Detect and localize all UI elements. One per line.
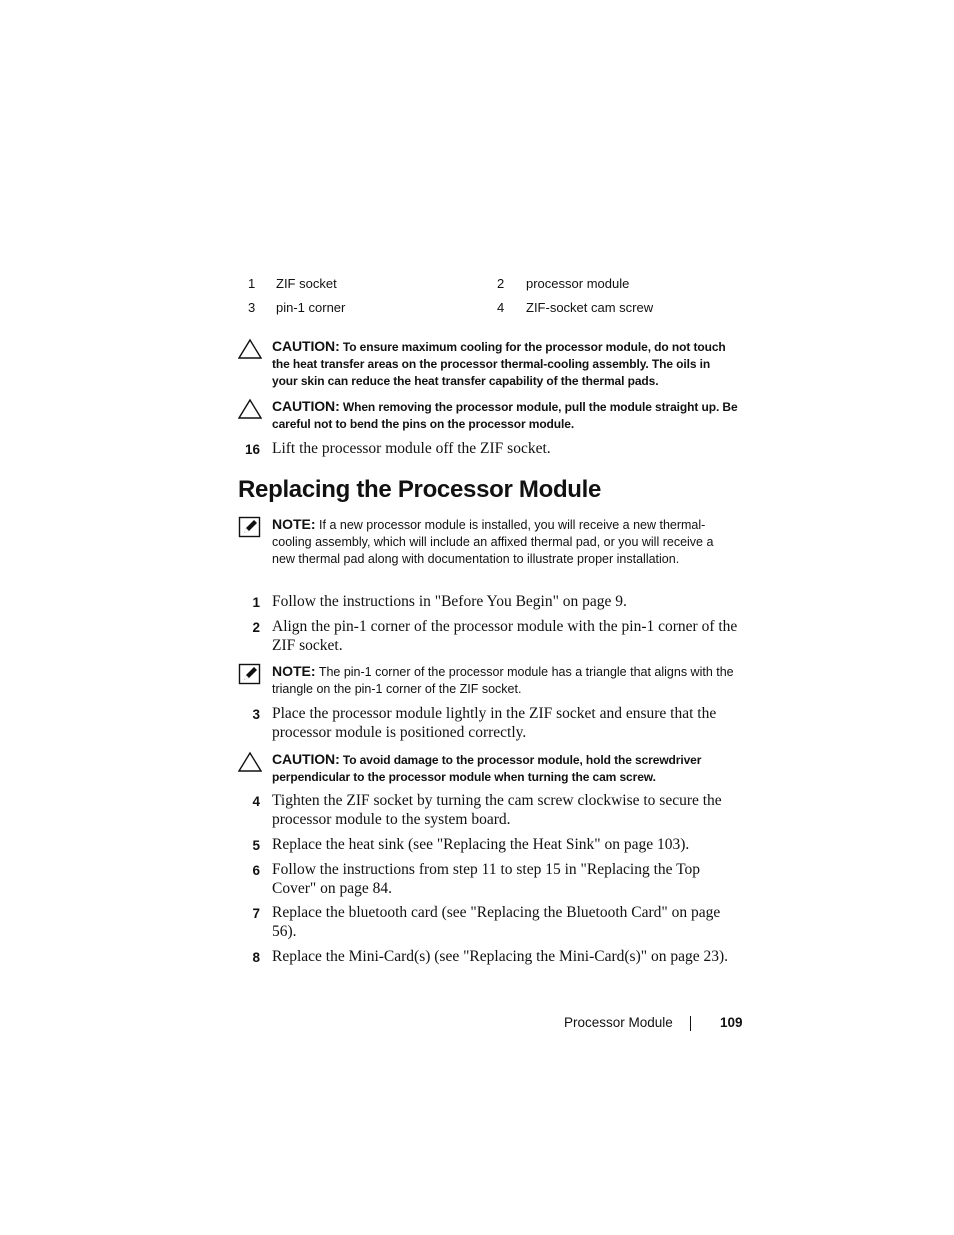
step-number: 7: [252, 906, 260, 921]
step-item: [238, 860, 738, 898]
step-text: Lift the processor module off the ZIF socket.: [272, 440, 551, 457]
caution-block: [238, 338, 738, 390]
legend-number: 1: [248, 276, 256, 291]
section-heading: Replacing the Processor Module: [238, 476, 602, 503]
caution-message: To avoid damage to the processor module, hold the screwdriver perpendicular to the processor module when turning the cam screw.: [272, 753, 702, 784]
note-message: The pin-1 corner of the processor module has a triangle that aligns with the triangle on the pin-1 corner of the ZIF socket.: [272, 665, 734, 696]
caution-block: [238, 398, 738, 433]
step-item: [238, 617, 738, 655]
step-item: [238, 947, 738, 966]
legend-text: ZIF socket: [276, 276, 337, 291]
note-label: NOTE:: [272, 663, 316, 679]
step-text: Replace the Mini-Card(s) (see "Replacing the Mini-Card(s)" on page 23).: [272, 948, 728, 965]
caution-message: When removing the processor module, pull the module straight up. Be careful not to bend the pins on the processor module.: [272, 400, 738, 431]
step-item: [238, 439, 738, 458]
note-block: [238, 516, 738, 568]
step-number: 1: [252, 595, 260, 610]
note-pencil-icon: [238, 663, 262, 685]
step-number: 3: [252, 707, 260, 722]
caution-label: CAUTION:: [272, 398, 340, 414]
legend-row: [238, 300, 738, 324]
step-number: 4: [252, 794, 260, 809]
caution-text: [272, 338, 738, 390]
caution-text: [272, 398, 738, 433]
page-number: 109: [720, 1015, 743, 1030]
note-label: NOTE:: [272, 516, 316, 532]
note-text: [272, 663, 738, 698]
step-item: [238, 704, 738, 742]
step-number: 8: [252, 950, 260, 965]
legend-row: [238, 276, 738, 300]
caution-triangle-icon: [238, 398, 262, 420]
caution-text: [272, 751, 738, 786]
caution-label: CAUTION:: [272, 751, 340, 767]
step-item: [238, 791, 738, 829]
step-text: Follow the instructions in "Before You Begin" on page 9.: [272, 593, 627, 610]
step-text: Replace the bluetooth card (see "Replacing the Bluetooth Card" on page 56).: [272, 904, 721, 940]
footer-divider: [690, 1016, 691, 1031]
legend-text: ZIF-socket cam screw: [526, 300, 654, 315]
footer-section-title: Processor Module: [564, 1015, 673, 1030]
figure-legend: [238, 276, 738, 324]
step-text: Follow the instructions from step 11 to step 15 in "Replacing the Top Cover" on page 84.: [272, 861, 701, 897]
step-number: 2: [252, 620, 260, 635]
step-number: 6: [252, 863, 260, 878]
caution-label: CAUTION:: [272, 338, 340, 354]
legend-number: 4: [497, 300, 505, 315]
step-item: [238, 592, 738, 611]
note-text: [272, 516, 738, 568]
legend-text: pin-1 corner: [276, 300, 346, 315]
step-text: Align the pin-1 corner of the processor module with the pin-1 corner of the ZIF socket.: [272, 618, 738, 654]
step-text: Tighten the ZIF socket by turning the cam screw clockwise to secure the processor module to the system board.: [272, 792, 722, 828]
note-block: [238, 663, 738, 698]
legend-number: 3: [248, 300, 256, 315]
caution-triangle-icon: [238, 338, 262, 360]
step-item: [238, 903, 738, 941]
legend-number: 2: [497, 276, 505, 291]
note-pencil-icon: [238, 516, 262, 538]
caution-message: To ensure maximum cooling for the processor module, do not touch the heat transfer areas on the processor thermal-cooling assembly. The oils in your skin can reduce the heat transfer capability of the thermal pads.: [272, 340, 726, 388]
step-item: [238, 835, 738, 854]
note-message: If a new processor module is installed, you will receive a new thermal-cooling assembly, which will include an affixed thermal pad, or you will receive a new thermal pad along with documentation to illustrate proper installation.: [272, 518, 714, 566]
caution-block: [238, 751, 738, 786]
step-text: Replace the heat sink (see "Replacing the Heat Sink" on page 103).: [272, 836, 690, 853]
step-number: 16: [244, 442, 260, 457]
step-number: 5: [252, 838, 260, 853]
legend-text: processor module: [526, 276, 630, 291]
step-text: Place the processor module lightly in the ZIF socket and ensure that the processor module is positioned correctly.: [272, 705, 717, 741]
caution-triangle-icon: [238, 751, 262, 773]
